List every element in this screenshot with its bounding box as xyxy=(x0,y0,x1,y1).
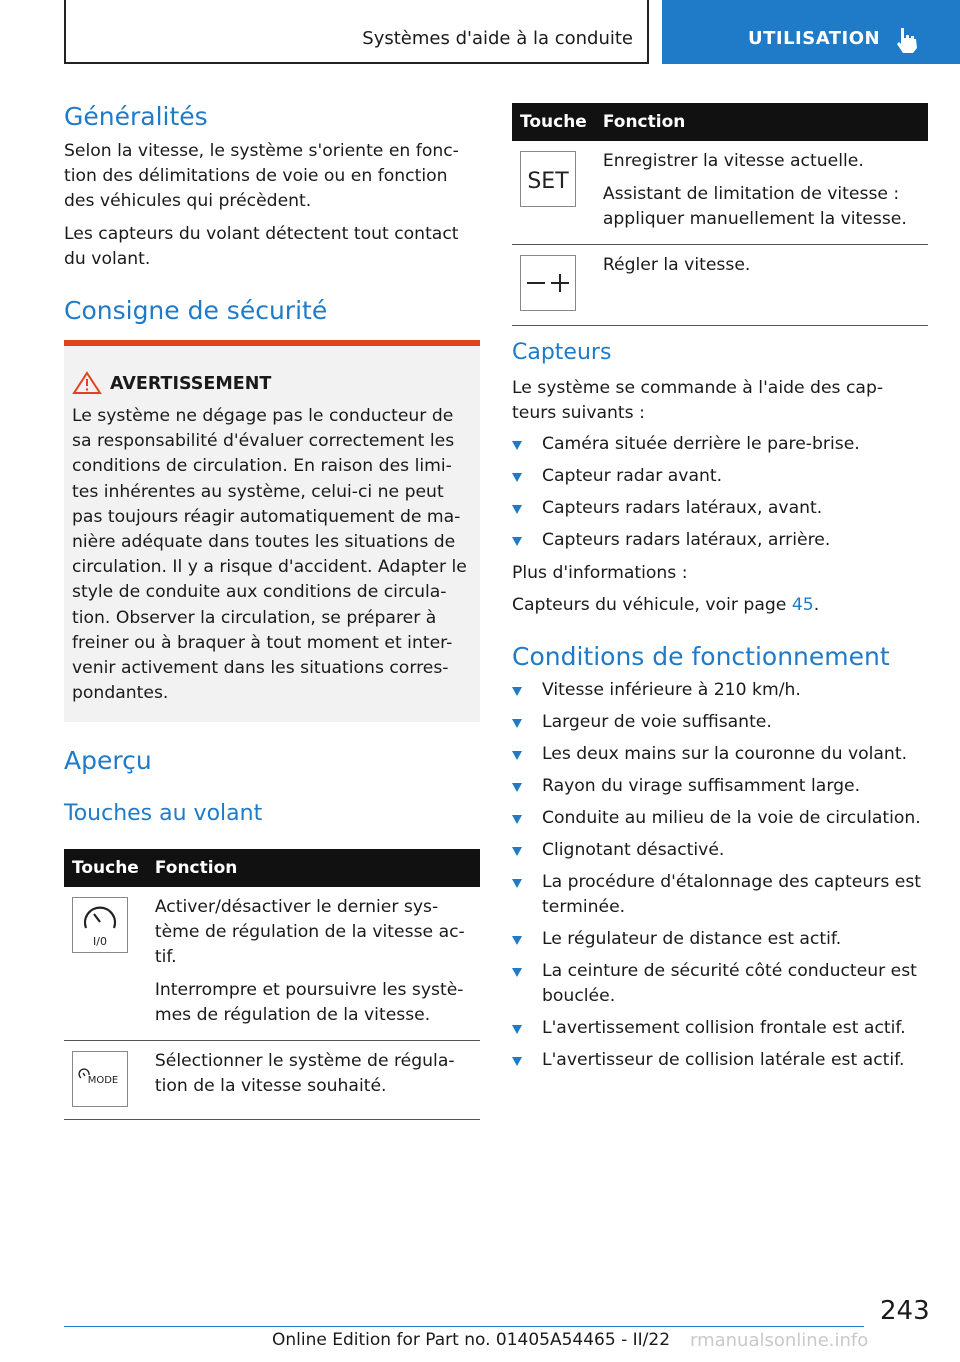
table-header-row xyxy=(512,103,928,141)
bullet-triangle-icon xyxy=(512,847,522,856)
heading-sensors: Capteurs xyxy=(512,340,612,365)
key-label-set: SET xyxy=(527,169,569,194)
table-header-key: Touche xyxy=(64,849,147,887)
minus-plus-icon xyxy=(520,255,576,311)
footer-edition: Online Edition for Part no. 01405A54465 - II/22 xyxy=(272,1330,671,1350)
bullet-triangle-icon xyxy=(512,505,522,514)
header-section-box xyxy=(64,0,649,64)
bullet-triangle-icon xyxy=(512,751,522,760)
speedometer-io-icon xyxy=(72,897,128,953)
table-header-row xyxy=(64,849,480,887)
function-text: Activer/désactiver le dernier sys-tème de régulation de la vitesse ac-tif. xyxy=(154,897,465,967)
table-row xyxy=(512,141,928,245)
list-item: Capteur radar avant. xyxy=(512,464,928,489)
table-row xyxy=(64,887,480,1041)
function-text: Enregistrer la vitesse actuelle. xyxy=(602,151,864,171)
header-section-title: Systèmes d'aide à la conduite xyxy=(362,28,633,49)
heading-general: Généralités xyxy=(64,102,208,131)
bullet-triangle-icon xyxy=(512,783,522,792)
paragraph-sensors: Le système se commande à l'aide des cap-teurs suivants : xyxy=(512,378,884,423)
bullet-triangle-icon xyxy=(512,879,522,888)
table-cell-key xyxy=(64,1041,147,1120)
function-text: Sélectionner le système de régula-tion de la vitesse souhaité. xyxy=(154,1051,455,1096)
heading-wheel-buttons: Touches au volant xyxy=(64,801,263,826)
list-item: Clignotant désactivé. xyxy=(512,838,928,863)
list-item: Caméra située derrière le pare-brise. xyxy=(512,432,928,457)
warning-box xyxy=(64,340,480,722)
list-item: Capteurs radars latéraux, arrière. xyxy=(512,528,928,553)
list-item: L'avertissement collision frontale est actif. xyxy=(512,1016,928,1041)
table-cell-function xyxy=(147,1041,480,1120)
warning-title: AVERTISSEMENT xyxy=(110,374,272,394)
heading-conditions: Conditions de fonctionnement xyxy=(512,642,890,671)
key-label-mode: MODE xyxy=(87,1075,119,1086)
paragraph-general-1: Selon la vitesse, le système s'oriente en fonc-tion des délimitations de voie ou en fonction des véhicules qui précèdent. xyxy=(64,141,459,211)
table-cell-key xyxy=(64,887,147,1041)
warning-text: Le système ne dégage pas le conducteur de sa responsabilité d'évaluer correctement les conditions de circulation. En raison des limi-tes inhérentes au système, celui-ci ne peut pas toujours réagir automatiquement de ma-nière adéquate dans toutes les situations de circulation. Il y a risque d'accident. Adapter le style de conduite aux conditions de circula-tion. Observer la circulation, se préparer à freiner ou à braquer à tout moment et inter-venir activement dans les situations corres-pondantes. xyxy=(72,406,467,704)
heading-overview: Aperçu xyxy=(64,746,152,775)
bullet-triangle-icon xyxy=(512,719,522,728)
hand-pointer-icon xyxy=(893,26,919,54)
sensors-list xyxy=(512,432,928,560)
table-row xyxy=(64,1041,480,1120)
bullet-triangle-icon xyxy=(512,1025,522,1034)
bullet-triangle-icon xyxy=(512,1057,522,1066)
conditions-list xyxy=(512,678,928,1080)
header-chapter-title: UTILISATION xyxy=(748,28,881,49)
list-item: Largeur de voie suffisante. xyxy=(512,710,928,735)
list-item: Conduite au milieu de la voie de circulation. xyxy=(512,806,928,831)
bullet-triangle-icon xyxy=(512,441,522,450)
bullet-triangle-icon xyxy=(512,815,522,824)
function-text: Assistant de limitation de vitesse : appliquer manuellement la vitesse. xyxy=(602,184,907,229)
page-reference: Capteurs du véhicule, voir page 45. xyxy=(512,595,820,615)
warning-triangle-icon xyxy=(72,371,102,395)
table-cell-key xyxy=(512,141,595,245)
bullet-triangle-icon xyxy=(512,537,522,546)
list-item: La ceinture de sécurité côté conducteur est bouclée. xyxy=(512,959,928,1009)
footer-divider xyxy=(64,1326,864,1327)
table-header-key: Touche xyxy=(512,103,595,141)
list-item: La procédure d'étalonnage des capteurs est terminée. xyxy=(512,870,928,920)
page-link[interactable]: 45 xyxy=(791,595,814,615)
bullet-triangle-icon xyxy=(512,968,522,977)
table-header-function: Fonction xyxy=(147,849,480,887)
footer-watermark: rmanualsonline.info xyxy=(690,1330,869,1351)
list-item: Vitesse inférieure à 210 km/h. xyxy=(512,678,928,703)
list-item: L'avertisseur de collision latérale est actif. xyxy=(512,1048,928,1073)
heading-safety: Consigne de sécurité xyxy=(64,296,328,325)
key-label-io: I/0 xyxy=(93,935,107,948)
mode-icon xyxy=(72,1051,128,1107)
list-item: Capteurs radars latéraux, avant. xyxy=(512,496,928,521)
function-text: Interrompre et poursuivre les systè-mes de régulation de la vitesse. xyxy=(154,980,464,1025)
table-cell-function xyxy=(595,141,928,245)
page-number: 243 xyxy=(880,1296,930,1326)
paragraph-general-2: Les capteurs du volant détectent tout contact du volant. xyxy=(64,224,459,269)
function-text: Régler la vitesse. xyxy=(602,255,751,275)
bullet-triangle-icon xyxy=(512,473,522,482)
set-icon xyxy=(520,151,576,207)
bullet-triangle-icon xyxy=(512,936,522,945)
table-cell-function xyxy=(595,245,928,326)
wheel-buttons-table-continued xyxy=(512,103,928,326)
list-item: Le régulateur de distance est actif. xyxy=(512,927,928,952)
list-item: Rayon du virage suffisamment large. xyxy=(512,774,928,799)
list-item: Les deux mains sur la couronne du volant. xyxy=(512,742,928,767)
table-row xyxy=(512,245,928,326)
table-cell-key xyxy=(512,245,595,326)
wheel-buttons-table xyxy=(64,849,480,1120)
table-cell-function xyxy=(147,887,480,1041)
more-info-label: Plus d'informations : xyxy=(512,563,688,583)
bullet-triangle-icon xyxy=(512,687,522,696)
table-header-function: Fonction xyxy=(595,103,928,141)
